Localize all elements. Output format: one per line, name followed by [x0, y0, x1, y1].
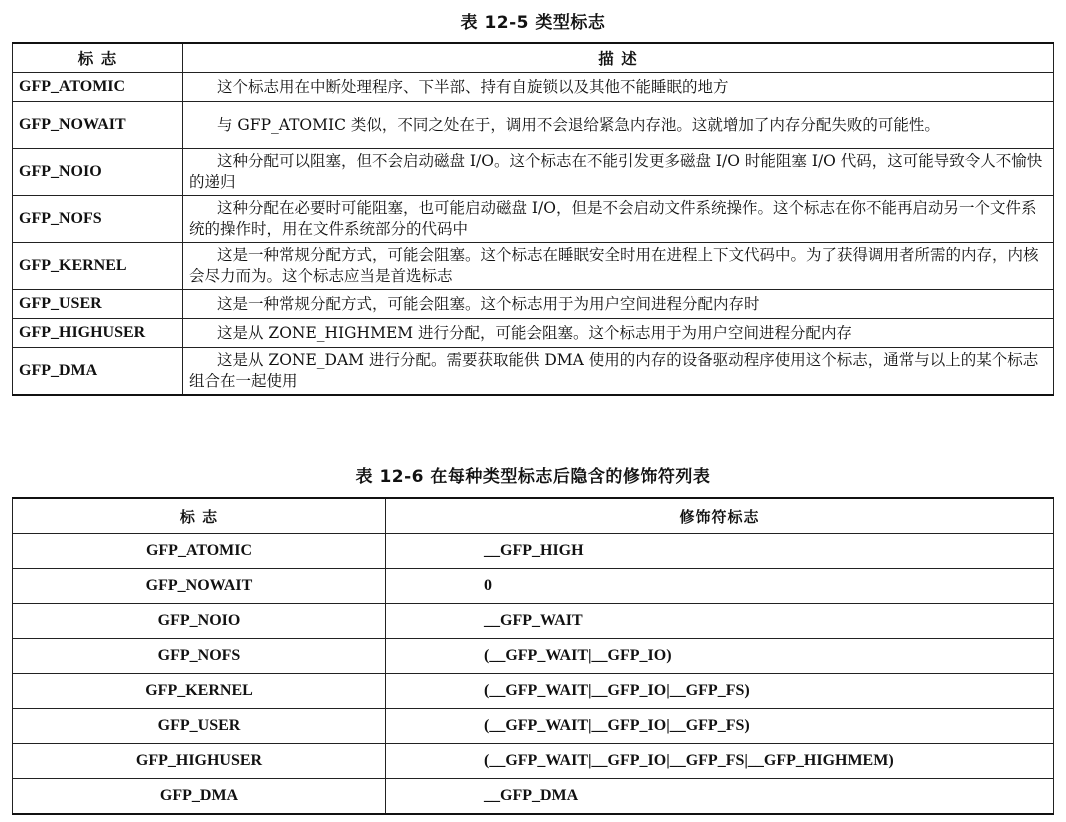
table-row: [13, 102, 1054, 149]
column-header-flag: 标 志: [13, 43, 183, 73]
flag-cell: GFP_HIGHUSER: [13, 319, 183, 348]
flag-cell: GFP_NOIO: [13, 149, 183, 196]
flag-cell: GFP_KERNEL: [13, 243, 183, 290]
modifier-cell: (__GFP_WAIT|__GFP_IO): [386, 639, 1054, 674]
flag-cell: GFP_NOIO: [13, 604, 386, 639]
table-row: [13, 243, 1054, 290]
table-row: [13, 149, 1054, 196]
flag-cell: GFP_USER: [13, 709, 386, 744]
modifier-cell: __GFP_DMA: [386, 779, 1054, 815]
table-row: [13, 674, 1054, 709]
table-row: [13, 319, 1054, 348]
table1-caption: 表 12-5 类型标志: [460, 13, 606, 33]
flag-cell: GFP_KERNEL: [13, 674, 386, 709]
description-cell: 这是从 ZONE_DAM 进行分配。需要获取能供 DMA 使用的内存的设备驱动程序使用这个标志，通常与以上的某个标志组合在一起使用: [183, 348, 1054, 396]
table-row: [13, 744, 1054, 779]
table-row: [13, 779, 1054, 815]
description-cell: 这是一种常规分配方式，可能会阻塞。这个标志用于为用户空间进程分配内存时: [183, 290, 1054, 319]
description-cell: 这是从 ZONE_HIGHMEM 进行分配，可能会阻塞。这个标志用于为用户空间进程分配内存: [183, 319, 1054, 348]
modifier-cell: (__GFP_WAIT|__GFP_IO|__GFP_FS): [386, 709, 1054, 744]
table-row: [13, 604, 1054, 639]
description-cell: 与 GFP_ATOMIC 类似，不同之处在于，调用不会退给紧急内存池。这就增加了内存分配失败的可能性。: [183, 102, 1054, 149]
flag-cell: GFP_NOWAIT: [13, 102, 183, 149]
flag-cell: GFP_NOFS: [13, 639, 386, 674]
table-row: [13, 534, 1054, 569]
description-cell: 这个标志用在中断处理程序、下半部、持有自旋锁以及其他不能睡眠的地方: [183, 73, 1054, 102]
description-cell: 这种分配在必要时可能阻塞，也可能启动磁盘 I/O，但是不会启动文件系统操作。这个标志在你不能再启动另一个文件系统的操作时，用在文件系统部分的代码中: [183, 196, 1054, 243]
flag-cell: GFP_DMA: [13, 779, 386, 815]
modifier-flags-table: [12, 497, 1054, 815]
column-header-modifiers: 修饰符标志: [386, 498, 1054, 534]
modifier-cell: (__GFP_WAIT|__GFP_IO|__GFP_FS|__GFP_HIGHMEM): [386, 744, 1054, 779]
modifier-cell: (__GFP_WAIT|__GFP_IO|__GFP_FS): [386, 674, 1054, 709]
flag-cell: GFP_NOWAIT: [13, 569, 386, 604]
table-header-row: [13, 498, 1054, 534]
flag-cell: GFP_HIGHUSER: [13, 744, 386, 779]
table-row: [13, 639, 1054, 674]
table-row: [13, 709, 1054, 744]
description-cell: 这种分配可以阻塞，但不会启动磁盘 I/O。这个标志在不能引发更多磁盘 I/O 时能阻塞 I/O 代码，这可能导致令人不愉快的递归: [183, 149, 1054, 196]
table-header-row: [13, 43, 1054, 73]
table-row: [13, 348, 1054, 396]
flag-cell: GFP_USER: [13, 290, 183, 319]
type-flags-table: [12, 42, 1054, 396]
column-header-flag: 标 志: [13, 498, 386, 534]
table-row: [13, 196, 1054, 243]
table-row: [13, 73, 1054, 102]
table2-caption: 表 12-6 在每种类型标志后隐含的修饰符列表: [355, 467, 711, 487]
flag-cell: GFP_ATOMIC: [13, 73, 183, 102]
table-row: [13, 569, 1054, 604]
flag-cell: GFP_DMA: [13, 348, 183, 396]
flag-cell: GFP_ATOMIC: [13, 534, 386, 569]
modifier-cell: __GFP_HIGH: [386, 534, 1054, 569]
modifier-cell: 0: [386, 569, 1054, 604]
column-header-description: 描 述: [183, 43, 1054, 73]
description-cell: 这是一种常规分配方式，可能会阻塞。这个标志在睡眠安全时用在进程上下文代码中。为了获得调用者所需的内存，内核会尽力而为。这个标志应当是首选标志: [183, 243, 1054, 290]
modifier-cell: __GFP_WAIT: [386, 604, 1054, 639]
table-row: [13, 290, 1054, 319]
flag-cell: GFP_NOFS: [13, 196, 183, 243]
